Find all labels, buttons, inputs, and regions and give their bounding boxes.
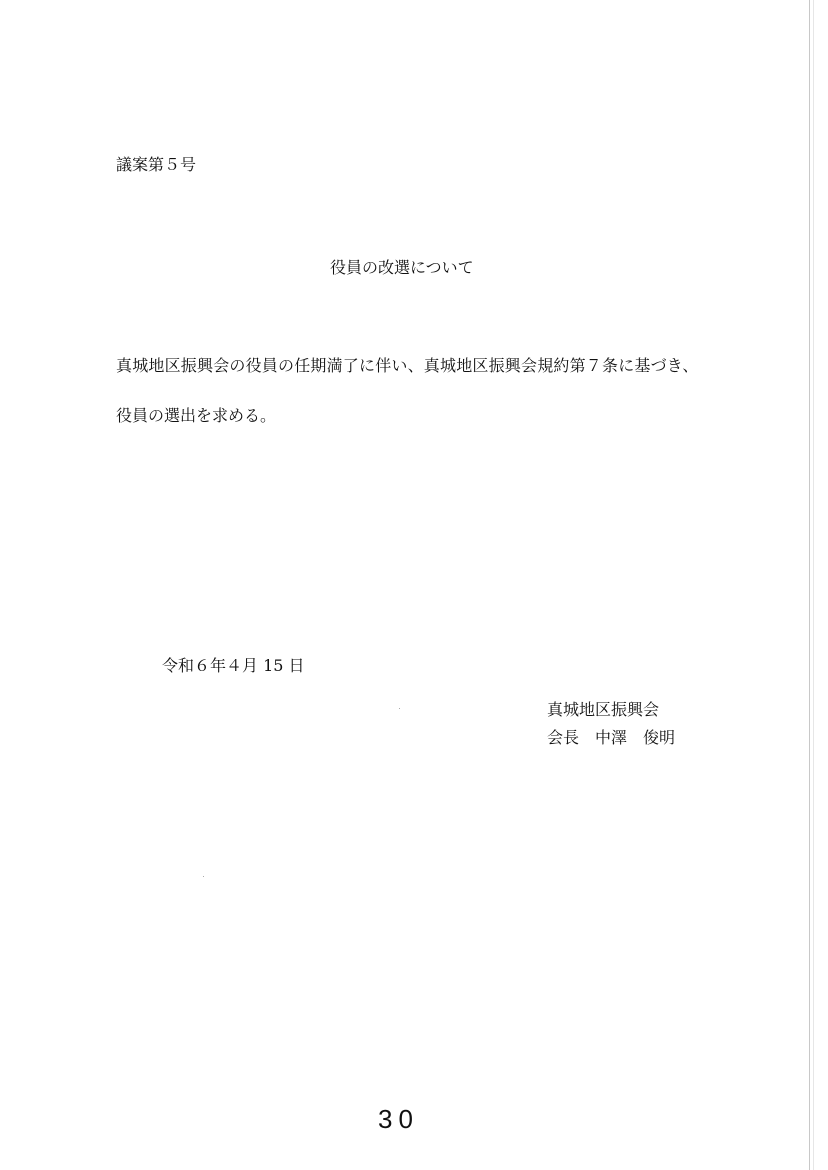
bill-number: 議案第５号 (116, 155, 197, 174)
signatory-name: 会長 中澤 俊明 (547, 728, 676, 747)
body-text-line-2: 役員の選出を求める。 (116, 406, 277, 425)
organization-name: 真城地区振興会 (547, 700, 660, 719)
scan-speck (203, 876, 204, 877)
body-text-line-1: 真城地区振興会の役員の任期満了に伴い、真城地区振興会規約第７条に基づき、 (116, 356, 699, 375)
page-number: 30 (378, 1104, 419, 1134)
document-date: 令和６年４月 15 日 (162, 656, 305, 675)
scan-speck (399, 708, 400, 709)
scan-edge-line-faint (813, 0, 814, 1170)
scan-edge-line (809, 0, 810, 1170)
document-title: 役員の改選について (330, 258, 474, 277)
